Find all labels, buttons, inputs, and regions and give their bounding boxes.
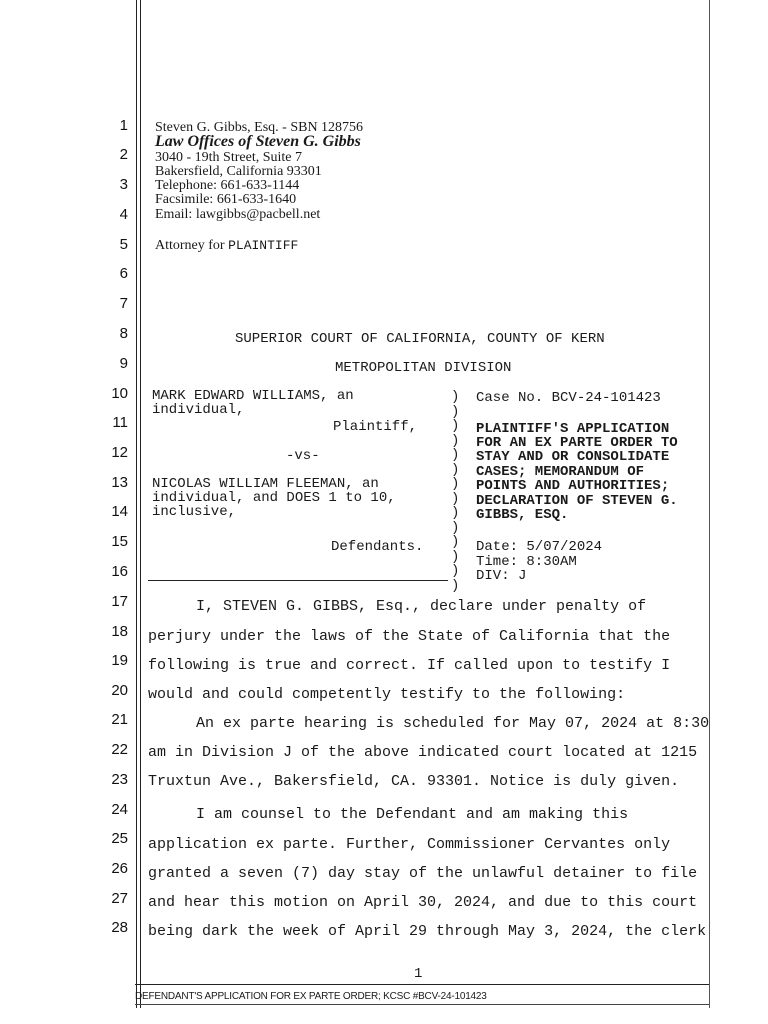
line-number: 2: [119, 146, 128, 163]
court-name: SUPERIOR COURT OF CALIFORNIA, COUNTY OF KERN: [235, 331, 605, 347]
document-title-line2: FOR AN EX PARTE ORDER TO: [476, 435, 678, 451]
hearing-date: Date: 5/07/2024: [476, 539, 603, 555]
document-title-line1: PLAINTIFF'S APPLICATION: [476, 421, 670, 437]
law-firm-name: Law Offices of Steven G. Gibbs: [155, 133, 361, 150]
body-line: would and could competently testify to the following:: [148, 686, 626, 703]
line-number: 13: [111, 474, 128, 491]
attorney-email: Email: lawgibbs@pacbell.net: [155, 207, 321, 222]
line-number: 1: [119, 117, 128, 134]
footer-rule: [135, 984, 709, 985]
hearing-department: DIV: J: [476, 568, 527, 584]
line-number: 27: [111, 890, 128, 907]
document-title-line7: GIBBS, ESQ.: [476, 507, 569, 523]
attorney-address-line1: 3040 - 19th Street, Suite 7: [155, 150, 302, 165]
body-line: An ex parte hearing is scheduled for May 07, 2024 at 8:30: [196, 715, 710, 732]
attorney-telephone: Telephone: 661-633-1144: [155, 178, 300, 193]
right-margin-line: [709, 0, 710, 1008]
line-number: 8: [119, 325, 128, 342]
line-number: 17: [111, 593, 128, 610]
hearing-time: Time: 8:30AM: [476, 554, 577, 570]
line-number: 10: [111, 385, 128, 402]
line-number: 4: [119, 206, 128, 223]
line-number: 28: [111, 919, 128, 936]
line-number: 15: [111, 533, 128, 550]
plaintiff-description: individual,: [152, 402, 245, 418]
caption-parentheses: ) ) ) ) ) ) ) ) ) ) ) ) ) ): [451, 389, 460, 594]
body-line: perjury under the laws of the State of California that the: [148, 628, 671, 645]
page-number: 1: [414, 966, 423, 982]
document-title-line3: STAY AND OR CONSOLIDATE: [476, 449, 670, 465]
body-line: I, STEVEN G. GIBBS, Esq., declare under penalty of: [196, 598, 647, 615]
attorney-for: [155, 239, 298, 253]
line-number: 18: [111, 623, 128, 640]
document-title-line4: CASES; MEMORANDUM OF: [476, 464, 645, 480]
footer-rule-bottom: [135, 1004, 709, 1005]
line-number: 19: [111, 652, 128, 669]
body-line: following is true and correct. If called upon to testify I: [148, 657, 671, 674]
line-number: 7: [119, 295, 128, 312]
body-line: and hear this motion on April 30, 2024, and due to this court: [148, 894, 698, 911]
attorney-address-line2: Bakersfield, California 93301: [155, 164, 322, 179]
attorney-for-label: Attorney for: [155, 238, 225, 253]
left-margin-line-outer: [136, 0, 137, 1008]
defendant-role: Defendants.: [331, 539, 424, 555]
line-number: 6: [119, 265, 128, 282]
defendant-inclusive: inclusive,: [152, 504, 237, 520]
line-number: 25: [111, 830, 128, 847]
line-number: 12: [111, 444, 128, 461]
line-number: 3: [119, 176, 128, 193]
document-title-line6: DECLARATION OF STEVEN G.: [476, 493, 678, 509]
line-number: 23: [111, 771, 128, 788]
versus-label: -vs-: [286, 448, 320, 464]
defendant-description: individual, and DOES 1 to 10,: [152, 490, 396, 506]
line-number: 14: [111, 503, 128, 520]
court-division: METROPOLITAN DIVISION: [335, 360, 512, 376]
line-number: 11: [112, 414, 128, 431]
attorney-name: Steven G. Gibbs, Esq. - SBN 128756: [155, 120, 364, 135]
body-line: granted a seven (7) day stay of the unlawful detainer to file: [148, 865, 698, 882]
body-line: Truxtun Ave., Bakersfield, CA. 93301. Notice is duly given.: [148, 773, 680, 790]
case-number: Case No. BCV-24-101423: [476, 390, 661, 406]
caption-bottom-rule: [148, 580, 448, 581]
line-number: 16: [111, 563, 128, 580]
line-number: 24: [111, 801, 128, 818]
line-number: 21: [111, 711, 128, 728]
plaintiff-role: Plaintiff,: [333, 419, 418, 435]
attorney-for-party: PLAINTIFF: [228, 238, 299, 253]
line-number: 9: [119, 355, 128, 372]
footer-text: DEFENDANT'S APPLICATION FOR EX PARTE ORDER; KCSC #BCV-24-101423: [135, 991, 487, 1002]
defendant-name: NICOLAS WILLIAM FLEEMAN, an: [152, 476, 379, 492]
body-line: application ex parte. Further, Commissioner Cervantes only: [148, 836, 671, 853]
body-line: am in Division J of the above indicated court located at 1215: [148, 744, 698, 761]
line-number: 22: [111, 741, 128, 758]
left-margin-line-inner: [140, 0, 141, 1008]
attorney-facsimile: Facsimile: 661-633-1640: [155, 192, 297, 207]
body-line: being dark the week of April 29 through May 3, 2024, the clerk: [148, 923, 707, 940]
plaintiff-name: MARK EDWARD WILLIAMS, an: [152, 388, 354, 404]
body-line: I am counsel to the Defendant and am making this: [196, 806, 629, 823]
line-number: 5: [119, 236, 128, 253]
document-title-line5: POINTS AND AUTHORITIES;: [476, 478, 670, 494]
line-number: 20: [111, 682, 128, 699]
line-number: 26: [111, 860, 128, 877]
